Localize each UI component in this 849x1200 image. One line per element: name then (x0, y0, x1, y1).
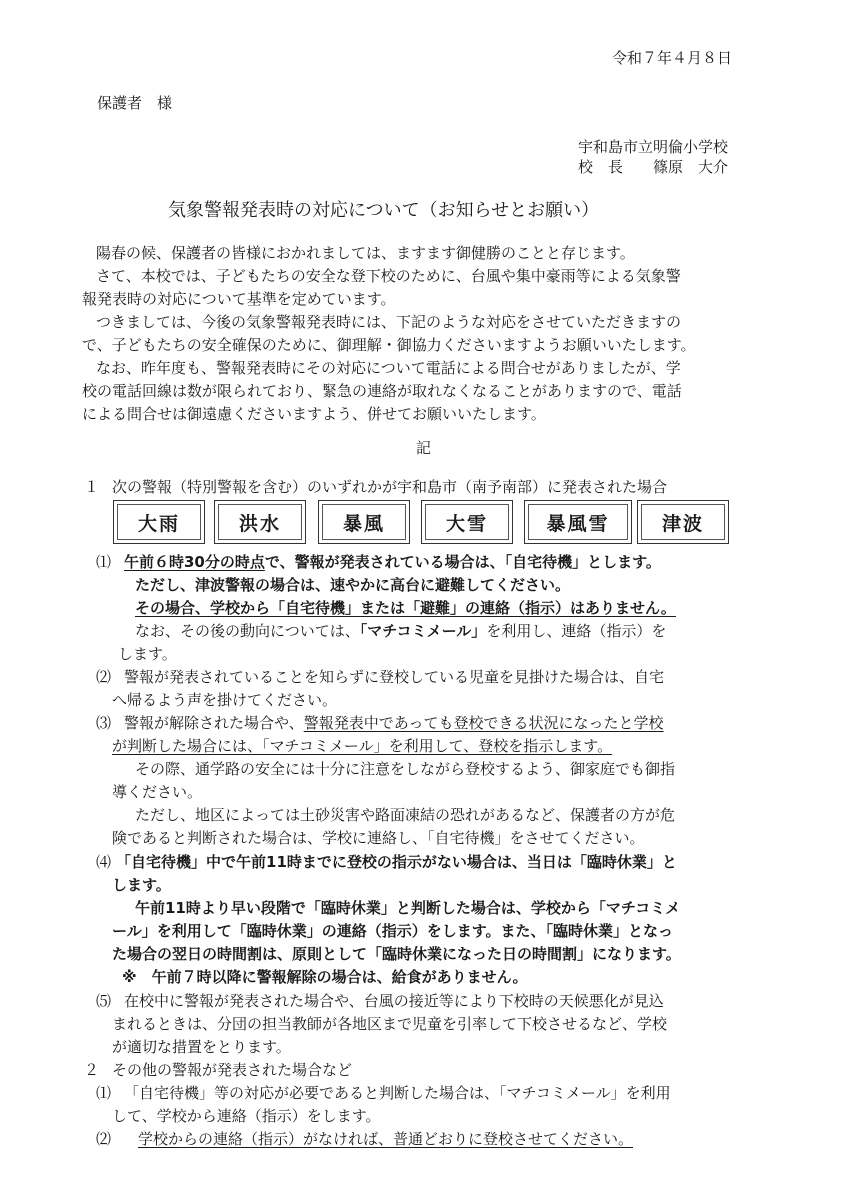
item2-line2: へ帰るよう声を掛けてください。 (112, 691, 338, 709)
intro-line: さて、本校では、子どもたちの安全な登下校のために、台風や集中豪雨等による気象警 (96, 267, 681, 285)
s2-item2-line1: 学校からの連絡（指示）がなければ、普通どおりに登校させてください。 (138, 1130, 634, 1148)
warning-box-snowstorm: 暴風雪 (524, 500, 632, 544)
item5-line2: まれるときは、分団の担当教師が各地区まで児童を引率して下校させるなど、学校 (112, 1015, 668, 1033)
intro-line: なお、昨年度も、警報発表時にその対応について電話による問合せがありましたが、学 (96, 359, 681, 377)
item1-line1 (124, 551, 661, 572)
item-number: ⑵ (96, 668, 112, 686)
intro-line: による問合せは御遠慮くださいますよう、併せてお願いいたします。 (82, 405, 546, 423)
item-number: ⑷ (96, 853, 112, 871)
warning-box-storm: 暴風 (318, 500, 410, 544)
warning-box-heavy-snow: 大雪 (421, 500, 513, 544)
item4-line2: します。 (112, 876, 171, 894)
ki-label: 記 (416, 439, 432, 457)
item4-line4: ール」を利用して「臨時休業」の連絡（指示）をします。また、「臨時休業」となっ (112, 922, 674, 940)
warning-box-flood: 洪水 (214, 500, 306, 544)
item1-line4 (135, 620, 666, 641)
s2-item1-line2: して、学校から連絡（指示）をします。 (112, 1107, 381, 1125)
principal-name: 校 長 篠原 大介 (578, 158, 729, 176)
item-number: ⑸ (96, 992, 112, 1010)
warning-box-heavy-rain: 大雨 (113, 500, 205, 544)
item3-line3: その際、通学路の安全には十分に注意をしながら登校するよう、御家庭でも御指 (135, 760, 676, 778)
item3-line1-b: 警報発表中であっても登校できる状況になったと学校 (303, 714, 664, 732)
intro-line: 陽春の候、保護者の皆様におかれましては、ますます御健勝のことと存じます。 (96, 244, 635, 262)
item1-line5: します。 (118, 645, 177, 663)
item-number: ⑶ (96, 714, 112, 732)
item1-line4-a: なお、その後の動向については、 (135, 622, 360, 640)
item1-time-emphasis: 午前６時30分の時点 (124, 553, 265, 571)
item1-machicomi: 「マチコミメール」 (359, 622, 487, 640)
item5-line1: 在校中に警報が発表された場合や、台風の接近等により下校時の天候悪化が見込 (124, 992, 664, 1010)
item4-line3: 午前11時より早い段階で「臨時休業」と判断した場合は、学校から「マチコミメ (135, 899, 681, 917)
recipient: 保護者 様 (97, 94, 173, 112)
item1-line3: その場合、学校から「自宅待機」または「避難」の連絡（指示）はありません。 (135, 599, 676, 617)
item1-line2: ただし、津波警報の場合は、速やかに高台に避難してください。 (135, 576, 571, 594)
section1-number: １ (84, 478, 100, 496)
item3-line4: 導ください。 (112, 783, 203, 801)
item3-line2: が判断した場合には、「マチコミメール」を利用して、登校を指示します。 (112, 737, 613, 755)
date: 令和７年４月８日 (612, 49, 733, 67)
section1-heading: 次の警報（特別警報を含む）のいずれかが宇和島市（南予南部）に発表された場合 (112, 478, 668, 496)
item1-line1-rest: で、警報が発表されている場合は、「自宅待機」とします。 (264, 553, 661, 571)
item1-line4-c: を利用し、連絡（指示）を (486, 622, 667, 640)
item3-line1 (124, 712, 664, 733)
item5-line3: が適切な措置をとります。 (112, 1038, 291, 1056)
intro-line: 校の電話回線は数が限られており、緊急の連絡が取れなくなることがありますので、電話 (82, 382, 682, 400)
item4-line1: 「自宅待機」中で午前11時までに登校の指示がない場合は、当日は「臨時休業」と (116, 853, 677, 871)
school-name: 宇和島市立明倫小学校 (578, 138, 729, 156)
item-number: ⑵ (96, 1130, 112, 1148)
item4-line5: た場合の翌日の時間割は、原則として「臨時休業になった日の時間割」になります。 (112, 945, 681, 963)
item3-line5: ただし、地区によっては土砂災害や路面凍結の恐れがあるなど、保護者の方が危 (135, 806, 676, 824)
item-number: ⑴ (96, 1084, 112, 1102)
page-title: 気象警報発表時の対応について（お知らせとお願い） (168, 200, 600, 221)
item4-note: ※ 午前７時以降に警報解除の場合は、給食がありません。 (122, 968, 528, 986)
section2-number: ２ (84, 1061, 100, 1079)
intro-line: で、子どもたちの安全確保のために、御理解・御協力くださいますようお願いいたします。 (82, 336, 696, 354)
item3-line1-a: 警報が解除された場合や、 (124, 714, 304, 732)
s2-item1-line1: 「自宅待機」等の対応が必要であると判断した場合は、「マチコミメール」を利用 (124, 1084, 671, 1102)
section2-heading: その他の警報が発表された場合など (112, 1061, 353, 1079)
intro-line: つきましては、今後の気象警報発表時には、下記のような対応をさせていただきますの (96, 313, 682, 331)
warning-box-tsunami: 津波 (637, 500, 729, 544)
item-number: ⑴ (96, 553, 112, 571)
item2-line1: 警報が発表されていることを知らずに登校している児童を見掛けた場合は、自宅 (124, 668, 665, 686)
intro-line: 報発表時の対応について基準を定めています。 (82, 290, 396, 308)
item3-line6: 険であると判断された場合は、学校に連絡し、「自宅待機」をさせてください。 (112, 829, 645, 847)
